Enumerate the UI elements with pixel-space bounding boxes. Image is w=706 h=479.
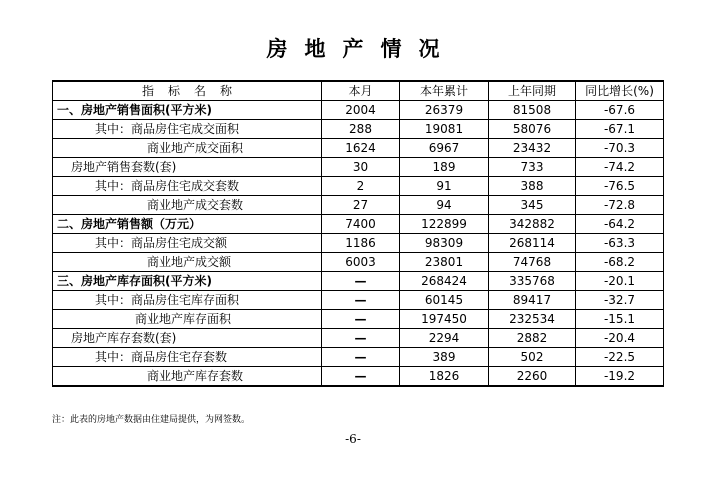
cell-this-month: 27 [322, 196, 400, 215]
row-label: 三、房地产库存面积(平方米) [53, 272, 322, 291]
cell-year-to-date: 1826 [400, 367, 489, 387]
cell-yoy-growth: -76.5 [576, 177, 664, 196]
cell-this-month: — [322, 367, 400, 387]
cell-year-to-date: 6967 [400, 139, 489, 158]
row-label: 商业地产成交面积 [53, 139, 322, 158]
row-label: 房地产库存套数(套) [53, 329, 322, 348]
cell-year-to-date: 268424 [400, 272, 489, 291]
cell-yoy-growth: -15.1 [576, 310, 664, 329]
cell-year-to-date: 91 [400, 177, 489, 196]
cell-this-month: — [322, 348, 400, 367]
cell-yoy-growth: -67.6 [576, 101, 664, 120]
cell-yoy-growth: -63.3 [576, 234, 664, 253]
cell-same-period-last-year: 733 [489, 158, 576, 177]
cell-same-period-last-year: 89417 [489, 291, 576, 310]
table-row [53, 348, 664, 367]
page-title: 房地产情况 [266, 36, 457, 61]
table-row [53, 120, 664, 139]
table-row [53, 253, 664, 272]
cell-same-period-last-year: 74768 [489, 253, 576, 272]
row-label: 房地产销售套数(套) [53, 158, 322, 177]
table-row [53, 139, 664, 158]
cell-yoy-growth: -64.2 [576, 215, 664, 234]
cell-this-month: — [322, 272, 400, 291]
cell-same-period-last-year: 2260 [489, 367, 576, 387]
cell-year-to-date: 23801 [400, 253, 489, 272]
table-row [53, 291, 664, 310]
cell-yoy-growth: -68.2 [576, 253, 664, 272]
cell-year-to-date: 197450 [400, 310, 489, 329]
table-row [53, 272, 664, 291]
cell-year-to-date: 2294 [400, 329, 489, 348]
header-indicator-name: 指标名称 [53, 81, 322, 101]
cell-this-month: 288 [322, 120, 400, 139]
cell-same-period-last-year: 502 [489, 348, 576, 367]
cell-this-month: 2004 [322, 101, 400, 120]
cell-year-to-date: 19081 [400, 120, 489, 139]
page-number: -6- [345, 432, 361, 446]
row-label: 其中：商品房住宅存套数 [53, 348, 322, 367]
header-yoy-growth: 同比增长(%) [576, 81, 664, 101]
cell-this-month: — [322, 291, 400, 310]
cell-same-period-last-year: 342882 [489, 215, 576, 234]
cell-year-to-date: 389 [400, 348, 489, 367]
cell-yoy-growth: -74.2 [576, 158, 664, 177]
cell-yoy-growth: -20.4 [576, 329, 664, 348]
header-year-to-date: 本年累计 [400, 81, 489, 101]
cell-year-to-date: 189 [400, 158, 489, 177]
cell-year-to-date: 122899 [400, 215, 489, 234]
cell-yoy-growth: -67.1 [576, 120, 664, 139]
cell-yoy-growth: -72.8 [576, 196, 664, 215]
row-label: 二、房地产销售额（万元） [53, 215, 322, 234]
cell-this-month: 6003 [322, 253, 400, 272]
cell-yoy-growth: -32.7 [576, 291, 664, 310]
cell-same-period-last-year: 58076 [489, 120, 576, 139]
cell-same-period-last-year: 232534 [489, 310, 576, 329]
cell-same-period-last-year: 81508 [489, 101, 576, 120]
cell-this-month: — [322, 310, 400, 329]
row-label: 商业地产成交额 [53, 253, 322, 272]
cell-yoy-growth: -20.1 [576, 272, 664, 291]
row-label: 一、房地产销售面积(平方米) [53, 101, 322, 120]
row-label: 其中：商品房住宅成交额 [53, 234, 322, 253]
table-body [53, 101, 664, 387]
cell-this-month: 1624 [322, 139, 400, 158]
cell-yoy-growth: -22.5 [576, 348, 664, 367]
header-same-period-last-year: 上年同期 [489, 81, 576, 101]
cell-year-to-date: 26379 [400, 101, 489, 120]
cell-this-month: 1186 [322, 234, 400, 253]
real-estate-table [52, 80, 664, 387]
cell-yoy-growth: -70.3 [576, 139, 664, 158]
cell-same-period-last-year: 2882 [489, 329, 576, 348]
cell-same-period-last-year: 23432 [489, 139, 576, 158]
table-row [53, 329, 664, 348]
row-label: 商业地产库存面积 [53, 310, 322, 329]
cell-yoy-growth: -19.2 [576, 367, 664, 387]
table-row [53, 367, 664, 387]
row-label: 商业地产成交套数 [53, 196, 322, 215]
cell-same-period-last-year: 388 [489, 177, 576, 196]
header-this-month: 本月 [322, 81, 400, 101]
cell-year-to-date: 60145 [400, 291, 489, 310]
table-row [53, 177, 664, 196]
table-row [53, 234, 664, 253]
cell-same-period-last-year: 335768 [489, 272, 576, 291]
cell-same-period-last-year: 345 [489, 196, 576, 215]
table-row [53, 101, 664, 120]
table-row [53, 158, 664, 177]
table-row [53, 215, 664, 234]
table-footnote: 注：此表的房地产数据由住建局提供，为网签数。 [52, 415, 251, 425]
cell-this-month: — [322, 329, 400, 348]
row-label: 商业地产库存套数 [53, 367, 322, 387]
row-label: 其中：商品房住宅成交面积 [53, 120, 322, 139]
table-header-row [53, 81, 664, 101]
row-label: 其中：商品房住宅库存面积 [53, 291, 322, 310]
cell-this-month: 7400 [322, 215, 400, 234]
cell-this-month: 30 [322, 158, 400, 177]
cell-year-to-date: 98309 [400, 234, 489, 253]
table-row [53, 310, 664, 329]
cell-year-to-date: 94 [400, 196, 489, 215]
cell-same-period-last-year: 268114 [489, 234, 576, 253]
row-label: 其中：商品房住宅成交套数 [53, 177, 322, 196]
cell-this-month: 2 [322, 177, 400, 196]
table-row [53, 196, 664, 215]
